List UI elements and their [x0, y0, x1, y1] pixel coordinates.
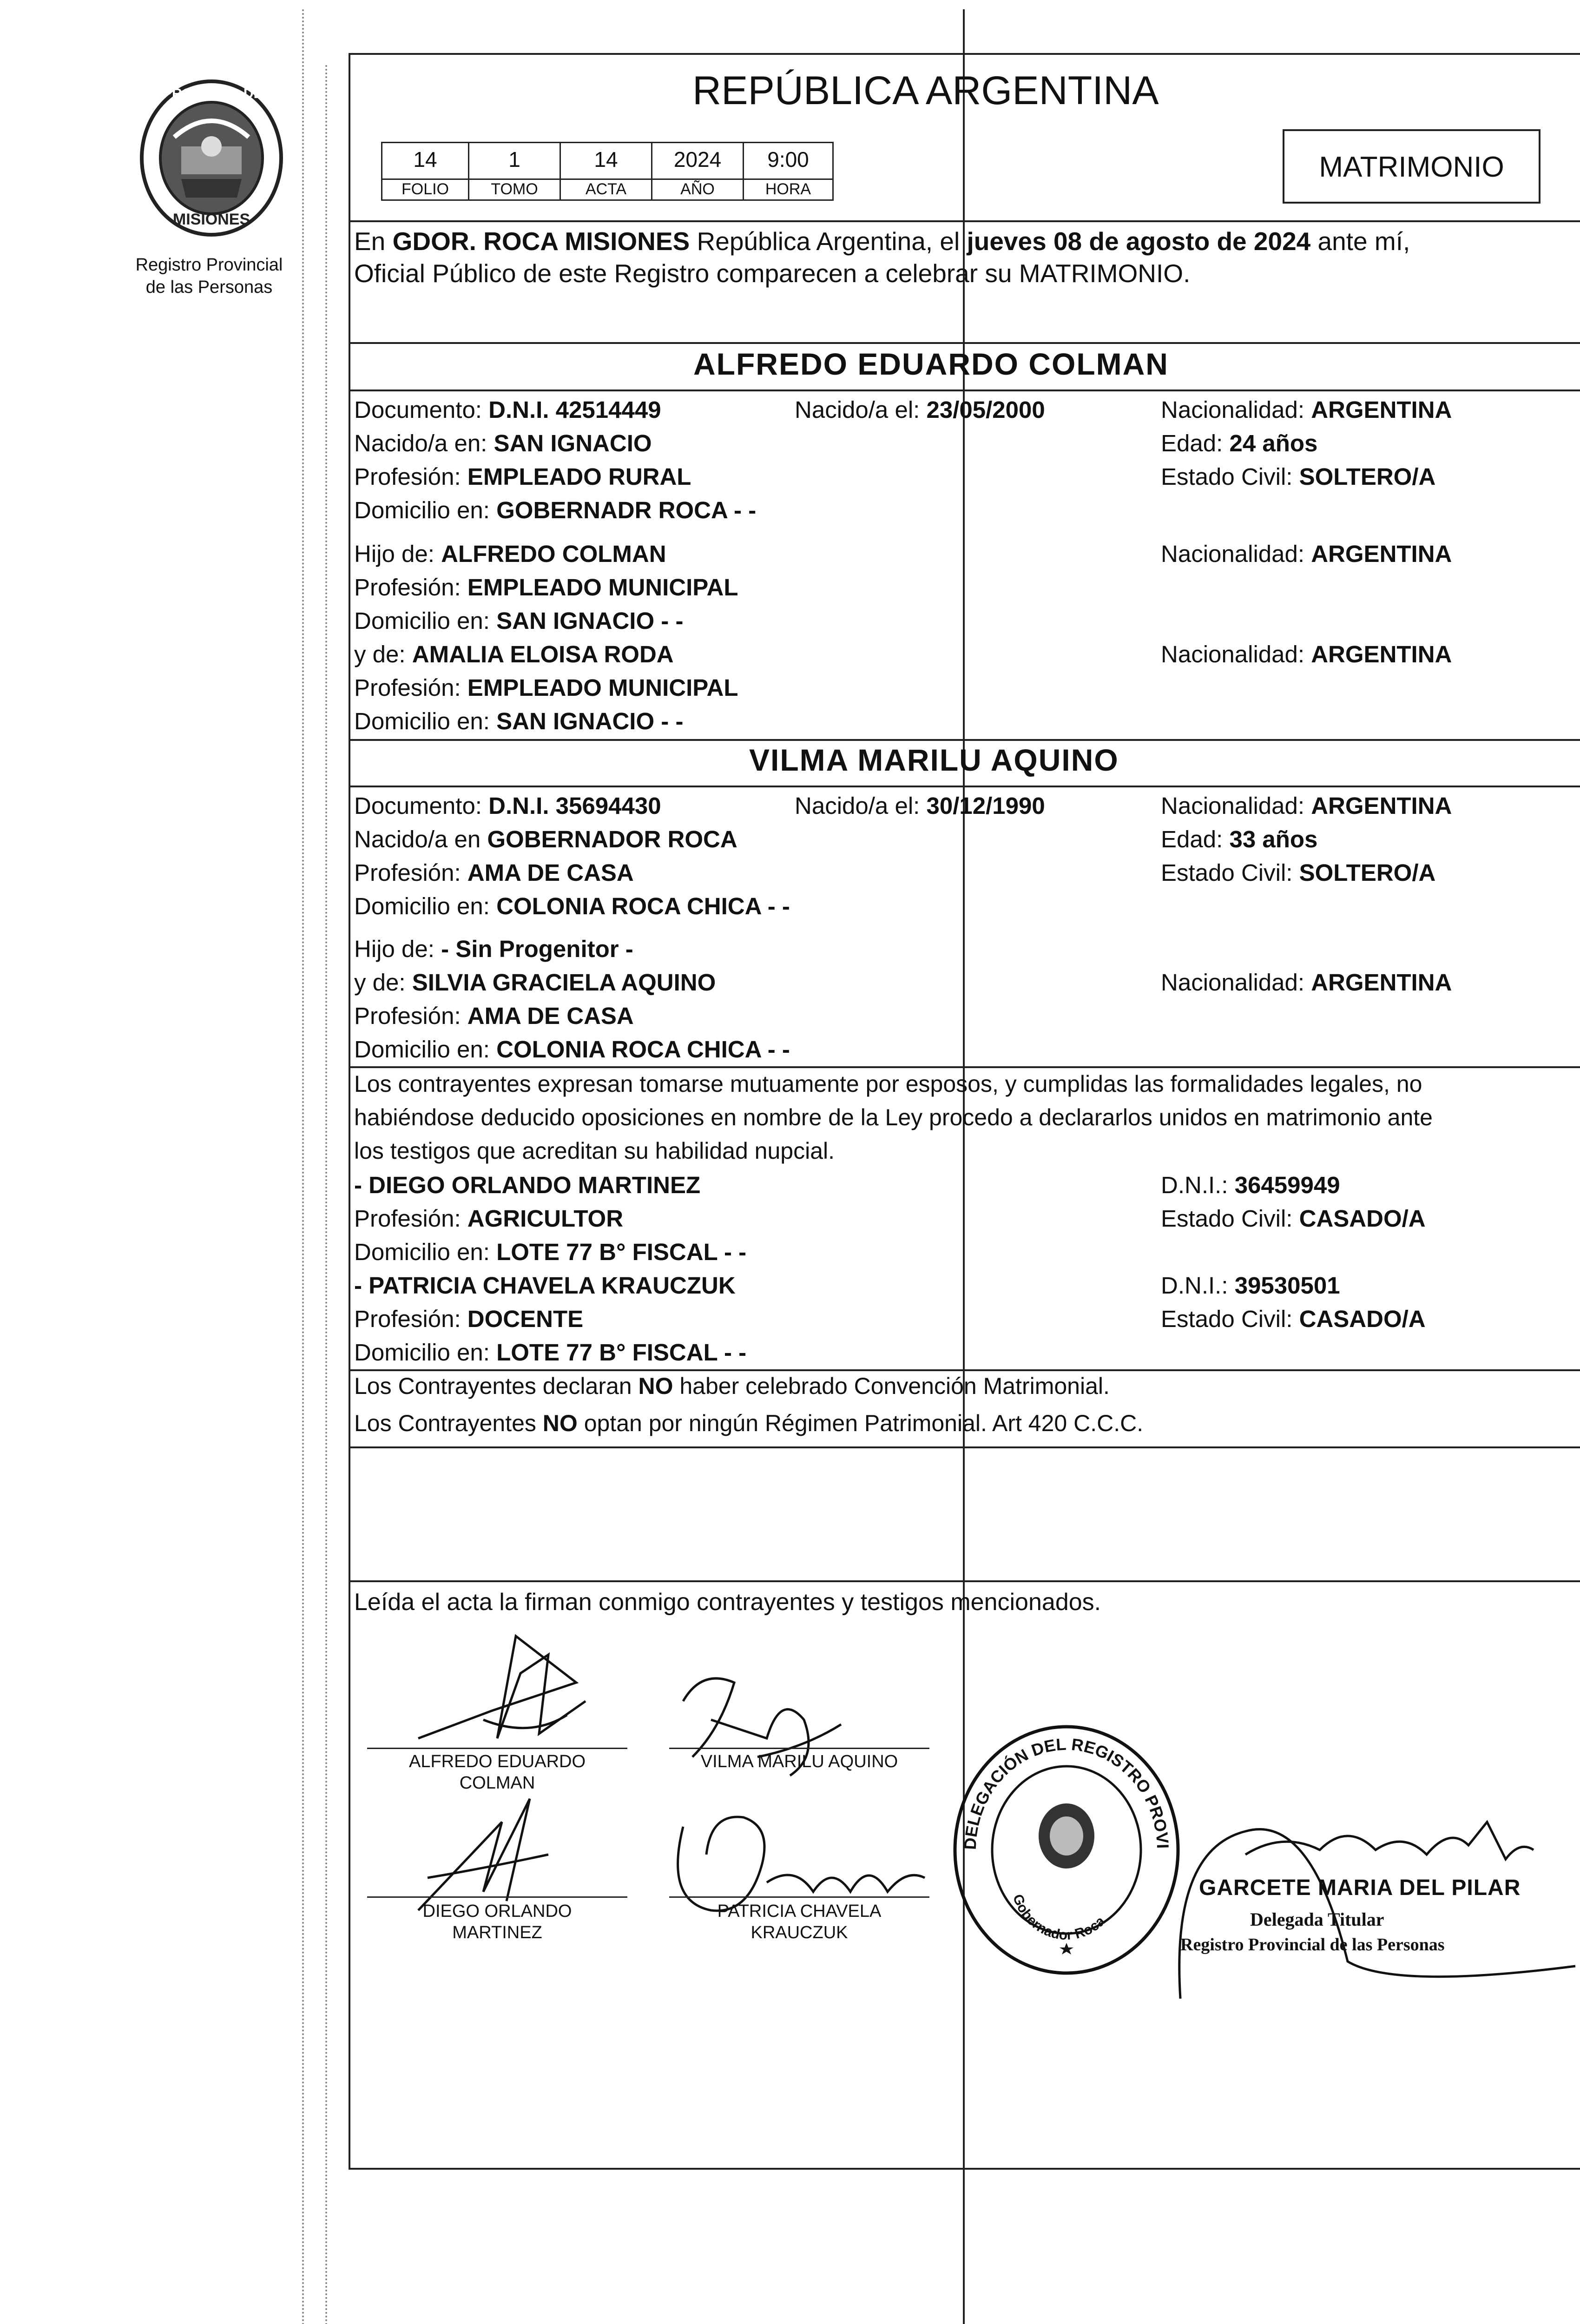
signature-label-witness1-line1: DIEGO ORLANDO — [422, 1901, 572, 1921]
spouse1-age: Edad: 24 años — [1161, 430, 1318, 456]
celebration-date: jueves 08 de agosto de 2024 — [967, 227, 1311, 256]
spouse1-mother-profession: Profesión: EMPLEADO MUNICIPAL — [354, 674, 738, 701]
spouse1-father-profession: Profesión: EMPLEADO MUNICIPAL — [354, 574, 738, 601]
spouse1-address: Domicilio en: GOBERNADR ROCA - - — [354, 497, 757, 523]
tomo-label: TOMO — [468, 178, 561, 201]
frame-left-line — [349, 53, 350, 2170]
margin-dotted-line-1 — [302, 9, 306, 2324]
tomo-value: 1 — [468, 142, 561, 180]
spouse1-birthplace: Nacido/a en: SAN IGNACIO — [354, 430, 652, 456]
seal-text-top: PROVINCIA DE — [163, 86, 263, 101]
spouse2-mother: y de: SILVIA GRACIELA AQUINO — [354, 969, 716, 996]
official-round-stamp — [948, 1720, 1185, 1980]
closing-top-line — [349, 1580, 1580, 1582]
spouse1-mother-address: Domicilio en: SAN IGNACIO - - — [354, 708, 684, 734]
spouse2-mother-nationality: Nacionalidad: ARGENTINA — [1161, 969, 1452, 996]
frame-bottom-line — [349, 2168, 1580, 2170]
signature-label-spouse1-line1: ALFREDO EDUARDO — [408, 1752, 586, 1771]
witness1-civil-status: Estado Civil: CASADO/A — [1161, 1205, 1426, 1232]
conventions-line-1: Los Contrayentes declaran NO haber celebrado Convención Matrimonial. — [354, 1373, 1110, 1399]
spouse2-name: VILMA MARILU AQUINO — [749, 743, 1119, 777]
doc-type-label: MATRIMONIO — [1319, 151, 1504, 183]
stamp-inner-text: Gobernador Roca — [1009, 1892, 1108, 1943]
header-bottom-line — [349, 220, 1580, 222]
signature-line-witness2 — [669, 1896, 929, 1898]
official-org: Registro Provincial de las Personas — [1180, 1935, 1445, 1954]
spouse1-nationality: Nacionalidad: ARGENTINA — [1161, 396, 1452, 423]
frame-top-line — [349, 53, 1580, 55]
doc-type-box — [1283, 129, 1540, 204]
anio-label: AÑO — [651, 178, 744, 201]
intro-line-2: Oficial Público de este Registro comparecen a celebrar su MATRIMONIO. — [354, 259, 1191, 288]
declaration-top-line — [349, 1066, 1580, 1068]
margin-dotted-line-2 — [325, 65, 329, 2324]
witness1-profession: Profesión: AGRICULTOR — [354, 1205, 624, 1232]
conventions-bottom-line — [349, 1446, 1580, 1448]
signature-line-witness1 — [367, 1896, 627, 1898]
registry-name-line-2: de las Personas — [145, 277, 273, 297]
hora-label: HORA — [743, 178, 834, 201]
conventions-line-2: Los Contrayentes NO optan por ningún Régimen Patrimonial. Art 420 C.C.C. — [354, 1410, 1144, 1436]
spouse2-mother-profession: Profesión: AMA DE CASA — [354, 1003, 634, 1029]
folio-value: 14 — [381, 142, 469, 180]
intro-line-1: En GDOR. ROCA MISIONES República Argentina, el jueves 08 de agosto de 2024 ante mí, — [354, 227, 1410, 256]
declaration-line-2: habiéndose deducido oposiciones en nombre de la Ley procedo a declararlos unidos en matrimonio ante — [354, 1104, 1433, 1130]
signature-label-witness1-line2: MARTINEZ — [452, 1923, 542, 1942]
spouse1-mother: y de: AMALIA ELOISA RODA — [354, 641, 674, 667]
spouse1-mother-nationality: Nacionalidad: ARGENTINA — [1161, 641, 1452, 667]
anio-value: 2024 — [651, 142, 744, 180]
signature-label-witness2-line2: KRAUCZUK — [750, 1923, 848, 1942]
witness2-dni: D.N.I.: 39530501 — [1161, 1272, 1340, 1299]
spouse1-civil-status: Estado Civil: SOLTERO/A — [1161, 463, 1436, 490]
seal-text-bottom: MISIONES — [172, 211, 250, 228]
celebration-place: GDOR. ROCA MISIONES — [392, 227, 690, 256]
spouse2-nationality: Nacionalidad: ARGENTINA — [1161, 792, 1452, 819]
spouse2-document: Documento: D.N.I. 35694430 — [354, 792, 661, 819]
spouse2-top-line — [349, 739, 1580, 741]
spouse1-father: Hijo de: ALFREDO COLMAN — [354, 541, 666, 567]
witness1-name: - DIEGO ORLANDO MARTINEZ — [354, 1172, 701, 1198]
acta-label: ACTA — [560, 178, 652, 201]
spouse2-father: Hijo de: - Sin Progenitor - — [354, 936, 633, 962]
signature-line-spouse2 — [669, 1748, 929, 1749]
official-title: Delegada Titular — [1250, 1909, 1384, 1930]
acta-value: 14 — [560, 142, 652, 180]
witness2-address: Domicilio en: LOTE 77 B° FISCAL - - — [354, 1339, 747, 1366]
republic-title: REPÚBLICA ARGENTINA — [692, 68, 1159, 113]
spouse1-profession: Profesión: EMPLEADO RURAL — [354, 463, 691, 490]
declaration-line-1: Los contrayentes expresan tomarse mutuamente por esposos, y cumplidas las formalidades legales, no — [354, 1071, 1422, 1097]
signature-line-spouse1 — [367, 1748, 627, 1749]
spouse2-address: Domicilio en: COLONIA ROCA CHICA - - — [354, 893, 790, 919]
svg-text:Gobernador Roca — [1010, 1892, 1108, 1943]
hora-value: 9:00 — [743, 142, 834, 180]
registry-name-line-1: Registro Provincial — [135, 255, 283, 275]
spouse1-document: Documento: D.N.I. 42514449 — [354, 396, 661, 423]
spouse2-birthplace: Nacido/a en GOBERNADOR ROCA — [354, 826, 737, 852]
witness1-address: Domicilio en: LOTE 77 B° FISCAL - - — [354, 1239, 747, 1265]
witness2-civil-status: Estado Civil: CASADO/A — [1161, 1306, 1426, 1332]
witness1-dni: D.N.I.: 36459949 — [1161, 1172, 1340, 1198]
spouse2-age: Edad: 33 años — [1161, 826, 1318, 852]
declaration-line-3: los testigos que acreditan su habilidad nupcial. — [354, 1138, 835, 1164]
spouse1-name: ALFREDO EDUARDO COLMAN — [693, 347, 1169, 381]
folio-label: FOLIO — [381, 178, 469, 201]
official-stamp-curve — [1162, 1729, 1580, 2008]
signature-label-witness2-line1: PATRICIA CHAVELA — [717, 1901, 882, 1921]
official-name: GARCETE MARIA DEL PILAR — [1199, 1875, 1521, 1900]
spouse1-father-address: Domicilio en: SAN IGNACIO - - — [354, 607, 684, 634]
closing-text: Leída el acta la firman conmigo contrayentes y testigos mencionados. — [354, 1589, 1101, 1616]
signature-label-spouse2: VILMA MARILU AQUINO — [700, 1752, 898, 1771]
spouse1-birthdate: Nacido/a el: 23/05/2000 — [795, 396, 1045, 423]
witness2-profession: Profesión: DOCENTE — [354, 1306, 584, 1332]
spouse2-birthdate: Nacido/a el: 30/12/1990 — [795, 792, 1045, 819]
spouse1-father-nationality: Nacionalidad: ARGENTINA — [1161, 541, 1452, 567]
spouse2-name-underline — [349, 786, 1580, 787]
spouse1-name-underline — [349, 390, 1580, 391]
spouse1-top-line — [349, 342, 1580, 344]
spouse2-civil-status: Estado Civil: SOLTERO/A — [1161, 859, 1436, 886]
signature-spouse1 — [400, 1618, 641, 1766]
stamp-round-text: DELEGACIÓN DEL REGISTRO PROVI — [960, 1734, 1173, 1850]
spouse2-mother-address: Domicilio en: COLONIA ROCA CHICA - - — [354, 1036, 790, 1063]
signature-label-spouse1-line2: COLMAN — [459, 1773, 535, 1793]
spouse2-profession: Profesión: AMA DE CASA — [354, 859, 634, 886]
witness2-name: - PATRICIA CHAVELA KRAUCZUK — [354, 1272, 736, 1299]
